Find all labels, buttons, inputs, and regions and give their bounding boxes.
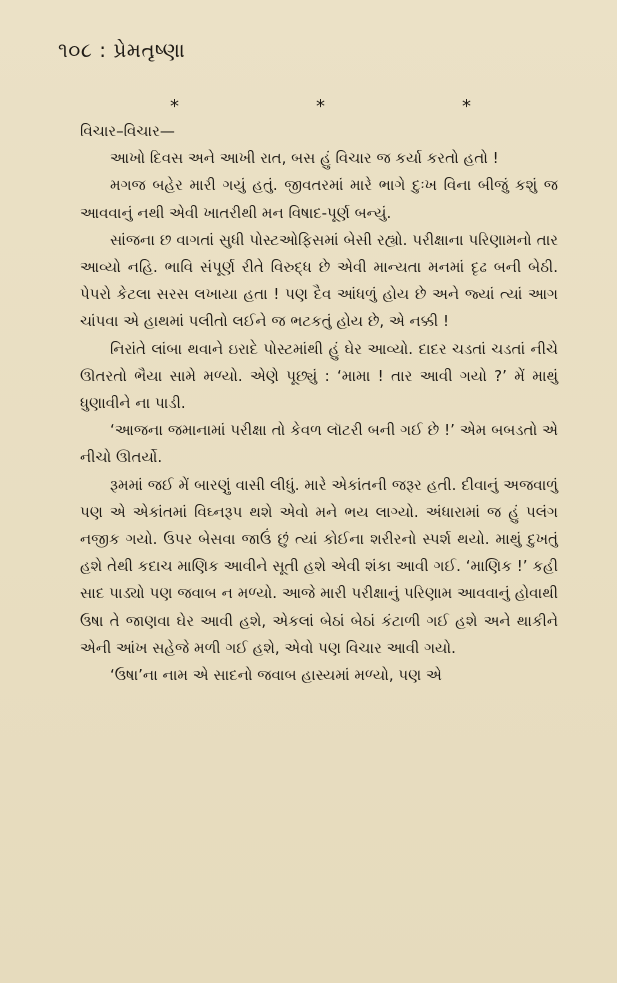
paragraph: રૂમમાં જઈ મેં બારણું વાસી લીધું. મારે એકાંતની જરૂર હતી. દીવાનું અજવાળું પણ એ એકાંતમાં વિઘ્નરૂપ થશે એવો મને ભય લાગ્યો. અંધારામાં જ હું પલંગ નજીક ગયો. ઉપર બેસવા જાઉં છું ત્યાં કોઈના શરીરનો સ્પર્શ થયો. માથું દુખતું હશે તેથી કદાચ માણિક આવીને સૂતી હશે એવી શંકા આવી ગઈ. ‘માણિક !’ કહી સાદ પાડ્યો પણ જવાબ ન મળ્યો. આજે મારી પરીક્ષાનું પરિણામ આવવાનું હોવાથી ઉષા તે જાણવા ઘેર આવી હશે, એકલાં બેઠાં બેઠાં કંટાળી ગઈ હશે અને થાકીને એની આંખ સહેજે મળી ગઈ હશે, એવો પણ વિચાર આવી ગયો. — [80, 475, 558, 657]
page-number: ૧૦૮ — [58, 38, 93, 62]
book-title: પ્રેમતૃષ્ણા — [113, 38, 186, 62]
page-body — [80, 118, 558, 689]
paragraph: આખો દિવસ અને આખી રાત, બસ હું વિચાર જ કર્યા કરતો હતો ! — [110, 149, 499, 168]
divider-star: * — [462, 96, 471, 117]
paragraph: ‘ઉષા’ના નામ એ સાદનો જવાબ હાસ્યમાં મળ્યો, પણ એ — [110, 666, 442, 685]
page-header — [58, 38, 185, 62]
paragraph: નિરાંતે લાંબા થવાને ઇરાદે પોસ્ટમાંથી હું ઘેર આવ્યો. દાદર ચડતાં ચડતાં નીચે ઊતરતો ભૈયા સામે મળ્યો. એણે પૂછ્યું : ‘મામા ! તાર આવી ગયો ?’ મેં માથું ધુણાવીને ના પાડી. — [80, 339, 558, 413]
header-separator: : — [99, 38, 107, 62]
paragraph: મગજ બહેર મારી ગયું હતું. જીવતરમાં મારે ભાગે દુઃખ વિના બીજું કશું જ આવવાનું નથી એવી ખાતરીથી મન વિષાદ-પૂર્ણ બન્યું. — [80, 176, 558, 222]
divider-star: * — [170, 96, 179, 117]
paragraph: સાંજના છ વાગતાં સુધી પોસ્ટઓફિસમાં બેસી રહ્યો. પરીક્ષાના પરિણામનો તાર આવ્યો નહિ. ભાવિ સંપૂર્ણ રીતે વિરુદ્ધ છે એવી માન્યતા મનમાં દૃઢ બની બેઠી. પેપરો કેટલા સરસ લખાયા હતા ! પણ દૈવ આંધળું હોય છે અને જ્યાં ત્યાં આગ ચાંપવા એ હાથમાં પલીતો લઈને જ ભટકતું હોય છે, એ નક્કી ! — [80, 230, 558, 331]
section-title: વિચાર–વિચાર— — [80, 122, 175, 140]
divider-star: * — [316, 96, 325, 117]
paragraph: ‘આજના જમાનામાં પરીક્ષા તો કેવળ લૉટરી બની ગઈ છે !’ એમ બબડતો એ નીચો ઊતર્યો. — [80, 421, 558, 467]
